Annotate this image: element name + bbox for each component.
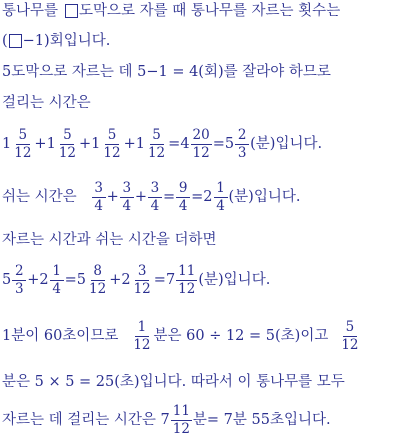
line-6-equation (2, 177, 300, 217)
fraction: $\frac{20}{12}$ (192, 126, 210, 161)
whole-number: 1 (46, 136, 56, 152)
fraction: $\frac{5}{12}$ (103, 126, 121, 161)
whole-number: 5 (224, 136, 235, 152)
text: 자르는 데 걸리는 시간은 7 (2, 412, 170, 428)
line-11 (2, 400, 331, 440)
text: 자르는 시간과 쉬는 시간을 더하면 (2, 232, 217, 248)
whole-number: 7 (165, 272, 176, 288)
text: (분)입니다. (250, 136, 323, 152)
fraction: $\frac{11}{12}$ (178, 262, 196, 297)
whole-number: 2 (39, 272, 49, 288)
line-4 (2, 94, 91, 112)
fraction: $\frac{11}{12}$ (172, 402, 190, 437)
text: −1)회입니다. (22, 33, 111, 49)
line-9 (2, 316, 362, 356)
whole-number: 5 (2, 272, 12, 288)
operator: + (123, 136, 136, 152)
whole-number: 5 (76, 272, 87, 288)
whole-number: 2 (203, 189, 213, 205)
fraction: $\frac{5}{12}$ (14, 126, 32, 161)
whole-number: 1 (2, 136, 12, 152)
operator: + (134, 189, 147, 205)
fraction: $\frac{3}{4}$ (92, 181, 106, 214)
operator: + (27, 272, 40, 288)
text: 쉬는 시간은 (2, 189, 77, 205)
fraction: $\frac{3}{4}$ (120, 181, 134, 214)
whole-number: 4 (180, 136, 190, 152)
line-2 (2, 32, 110, 50)
text: 통나무를 (2, 3, 59, 19)
operator: + (79, 136, 92, 152)
fraction: $\frac{3}{4}$ (148, 181, 162, 214)
operator: = (162, 189, 176, 205)
text: (분)입니다. (228, 189, 301, 205)
line-5-equation (2, 124, 322, 164)
text: 걸리는 시간은 (2, 95, 91, 111)
fraction: $\frac{2}{3}$ (12, 264, 26, 297)
blank-box-symbol (9, 34, 22, 48)
operator: = (64, 272, 77, 288)
fraction: $\frac{5}{12}$ (341, 318, 359, 353)
operator: = (168, 136, 181, 152)
operator: + (106, 189, 119, 205)
text: 1분이 60초이므로 (2, 328, 119, 344)
operator: + (109, 272, 122, 288)
text: (분)입니다. (198, 272, 271, 288)
text: 5도막으로 자르는 데 5−1 = 4(회)를 잘라야 하므로 (2, 64, 331, 80)
whole-number: 1 (91, 136, 101, 152)
operator: = (191, 189, 204, 205)
fraction: $\frac{5}{12}$ (147, 126, 166, 161)
blank-box-symbol (65, 4, 78, 18)
line-8-equation (2, 260, 270, 300)
line-10 (2, 373, 345, 391)
operator: = (212, 136, 225, 152)
fraction: $\frac{2}{3}$ (235, 128, 249, 161)
text: 분은 60 ÷ 12 = 5(초)이고 (153, 328, 329, 344)
operator: = (153, 272, 166, 288)
operator: + (34, 136, 47, 152)
fraction: $\frac{9}{4}$ (176, 181, 190, 214)
fraction: $\frac{1}{4}$ (214, 181, 228, 214)
whole-number: 2 (121, 272, 131, 288)
text: 분= 7분 55초입니다. (192, 412, 331, 428)
whole-number: 1 (135, 136, 145, 152)
line-3 (2, 63, 331, 81)
fraction: $\frac{1}{12}$ (133, 318, 151, 353)
text: 분은 5 × 5 = 25(초)입니다. 따라서 이 통나무를 모두 (2, 374, 345, 390)
fraction: $\frac{5}{12}$ (58, 126, 76, 161)
text: ( (2, 33, 8, 49)
text: 도막으로 자를 때 통나무를 자르는 횟수는 (79, 3, 341, 19)
fraction: $\frac{3}{12}$ (133, 262, 151, 297)
fraction: $\frac{8}{12}$ (89, 262, 107, 297)
line-1 (2, 2, 340, 20)
fraction: $\frac{1}{4}$ (50, 264, 64, 297)
line-7 (2, 231, 217, 249)
